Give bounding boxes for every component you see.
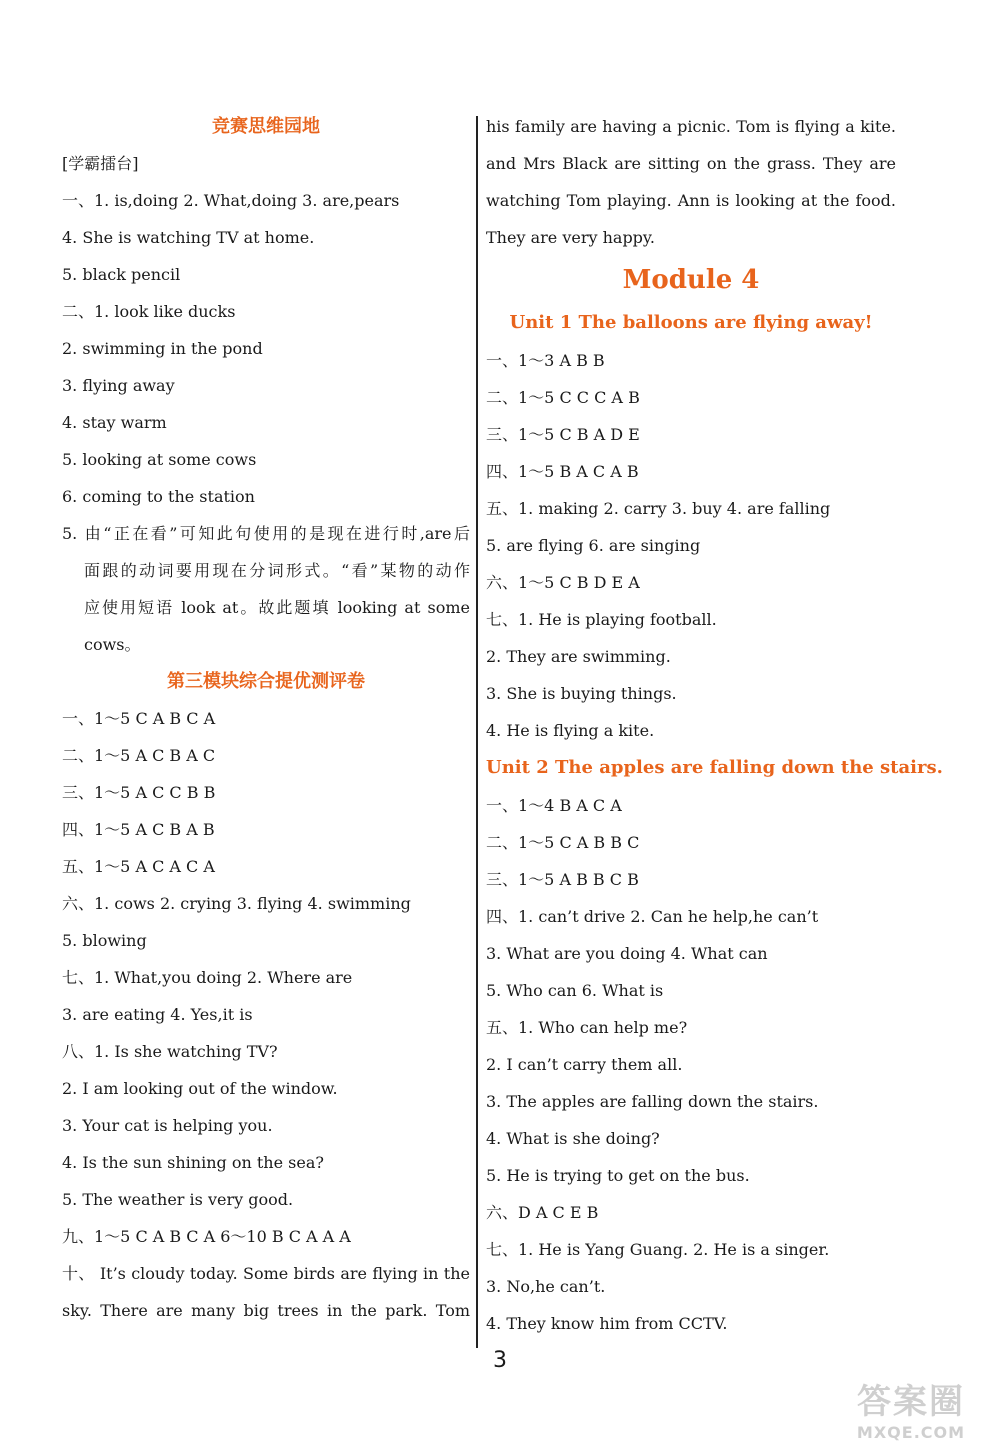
explanation-line: 5. 由“正在看”可知此句使用的是现在进行时,are后 (62, 524, 470, 543)
unit1-title: Unit 1 The balloons are flying away! (509, 312, 873, 333)
answer-line: 七、1. He is playing football. (486, 610, 717, 629)
watermark-bottom-text: MXQE.COM (856, 1423, 966, 1442)
column-divider (476, 116, 478, 1348)
answer-line: 3. are eating 4. Yes,it is (62, 1005, 253, 1024)
answer-line: 一、1. is,doing 2. What,doing 3. are,pears (62, 191, 400, 210)
answer-line: 3. She is buying things. (486, 684, 677, 703)
answer-line: 3. The apples are falling down the stairs. (486, 1092, 819, 1111)
answer-line: 5. looking at some cows (62, 450, 257, 469)
right-column (486, 108, 943, 1342)
answer-line: 一、1～4 B A C A (486, 796, 622, 815)
answer-line: 4. He is flying a kite. (486, 721, 655, 740)
answer-line: 五、1. making 2. carry 3. buy 4. are falling (486, 499, 831, 518)
passage-line: his family are having a picnic. Tom is flying a kite. (486, 117, 896, 136)
answer-line: 七、1. What,you doing 2. Where are (62, 968, 353, 987)
answer-line: 5. The weather is very good. (62, 1190, 294, 1209)
answer-line: 3. What are you doing 4. What can (486, 944, 768, 963)
answer-line: 2. I am looking out of the window. (62, 1079, 338, 1098)
passage-line: and Mrs Black are sitting on the grass. They are (486, 154, 896, 173)
answer-line: 4. They know him from CCTV. (486, 1314, 728, 1333)
answer-line: 二、1～5 C C C A B (486, 388, 640, 407)
answer-line: 五、1. Who can help me? (486, 1018, 688, 1037)
answer-line: 六、1. cows 2. crying 3. flying 4. swimming (62, 894, 411, 913)
answer-line: 5. black pencil (62, 265, 181, 284)
answer-line: 四、1～5 A C B A B (62, 820, 215, 839)
answer-line: 2. swimming in the pond (62, 339, 263, 358)
section-title-module3-test: 第三模块综合提优测评卷 (167, 671, 365, 692)
answer-line: 五、1～5 A C A C A (62, 857, 215, 876)
unit2-title: Unit 2 The apples are falling down the stairs. (486, 757, 943, 778)
answer-line: 八、1. Is she watching TV? (62, 1042, 278, 1061)
answer-line: 二、1～5 C A B B C (486, 833, 640, 852)
answer-line: 5. Who can 6. What is (486, 981, 664, 1000)
answer-line: 4. Is the sun shining on the sea? (62, 1153, 324, 1172)
answer-line: 2. I can’t carry them all. (486, 1055, 683, 1074)
answer-line: 三、1～5 A B B C B (486, 870, 639, 889)
module-title: Module 4 (622, 265, 760, 295)
answer-line: 九、1～5 C A B C A 6～10 B C A A A (62, 1227, 351, 1246)
answer-line: 一、1～3 A B B (486, 351, 605, 370)
answer-line: 3. Your cat is helping you. (62, 1116, 273, 1135)
answer-line: 二、1. look like ducks (62, 302, 236, 321)
section-tag: [学霸擂台] (62, 154, 139, 173)
passage-line: They are very happy. (486, 228, 655, 247)
passage-line: sky. There are many big trees in the park. Tom (62, 1301, 470, 1320)
page-number: 3 (493, 1348, 507, 1373)
answer-line: 3. No,he can’t. (486, 1277, 606, 1296)
passage-line: 十、 It’s cloudy today. Some birds are flying in the (62, 1264, 470, 1283)
answer-line: 二、1～5 A C B A C (62, 746, 216, 765)
answer-line: 3. flying away (62, 376, 175, 395)
section-title-competition: 竞赛思维园地 (212, 116, 320, 137)
answer-line: 一、1～5 C A B C A (62, 709, 216, 728)
answer-line: 6. coming to the station (62, 487, 255, 506)
passage-line: watching Tom playing. Ann is looking at the food. (486, 191, 896, 210)
answer-line: 4. She is watching TV at home. (62, 228, 315, 247)
answer-line: 4. stay warm (62, 413, 167, 432)
answer-line: 三、1～5 C B A D E (486, 425, 640, 444)
answer-line: 四、1. can’t drive 2. Can he help,he can’t (486, 907, 819, 926)
answer-line: 5. He is trying to get on the bus. (486, 1166, 750, 1185)
answer-line: 2. They are swimming. (486, 647, 671, 666)
watermark-top-text: 答案圈 (857, 1382, 965, 1422)
answer-line: 六、D A C E B (486, 1203, 599, 1222)
answer-line: 四、1～5 B A C A B (486, 462, 639, 481)
answer-line: 六、1～5 C B D E A (486, 573, 640, 592)
answer-line: 5. are flying 6. are singing (486, 536, 701, 555)
answer-line: 5. blowing (62, 931, 147, 950)
watermark-logo (836, 1374, 986, 1442)
answer-line: 七、1. He is Yang Guang. 2. He is a singer. (486, 1240, 830, 1259)
explanation-line: 应使用短语 look at。故此题填 looking at some (84, 598, 470, 617)
answer-line: 三、1～5 A C C B B (62, 783, 216, 802)
explanation-line: cows。 (84, 635, 141, 654)
left-column (62, 108, 470, 1329)
explanation-line: 面跟的动词要用现在分词形式。“看”某物的动作 (84, 561, 470, 580)
answer-line: 4. What is she doing? (486, 1129, 660, 1148)
